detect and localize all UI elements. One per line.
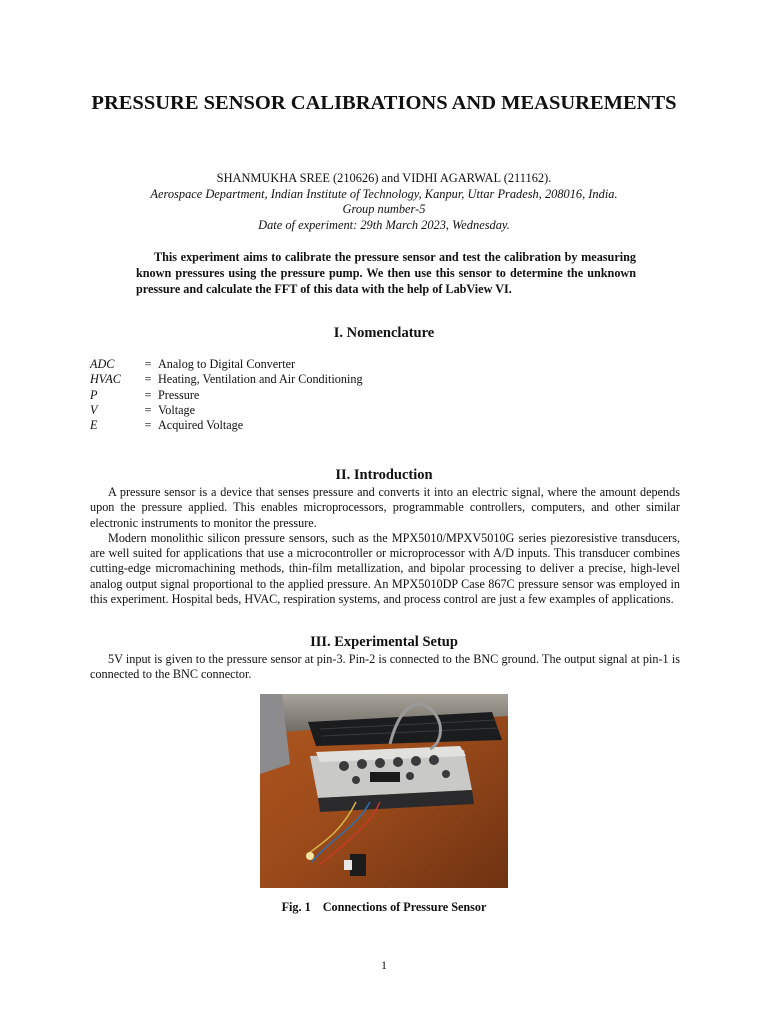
nomenclature-definition: Pressure (158, 387, 200, 402)
author-block (84, 171, 684, 233)
nomenclature-definition: Analog to Digital Converter (158, 357, 296, 371)
section-heading-experimental-setup: III. Experimental Setup (310, 634, 458, 650)
setup-photo (260, 694, 508, 888)
nomenclature-symbol: V (90, 402, 98, 417)
paragraph: A pressure sensor is a device that senses pressure and converts it into an electric signal, where the amount depends upon the pressure applied. This enables microprocessors, programmable controllers, computers, and other similar electronic instruments to monitor the pressure. (90, 485, 680, 530)
nomenclature-definition: Acquired Voltage (158, 418, 244, 433)
paper-title: PRESSURE SENSOR CALIBRATIONS AND MEASUREMENTS (91, 92, 677, 114)
nomenclature-equals: = (144, 418, 152, 433)
experiment-date: Date of experiment: 29th March 2023, Wednesday. (258, 217, 510, 232)
nomenclature-equals: = (144, 357, 152, 371)
nomenclature-list (90, 357, 363, 433)
section-heading-introduction: II. Introduction (335, 467, 433, 483)
paragraph: Modern monolithic silicon pressure sensors, such as the MPX5010/MPXV5010G series piezoresistive transducers, are well suited for applications that use a microcontroller or microprocessor with A/D inputs. This transducer combines cutting-edge micromachining methods, thin-film metallization, and bipolar processing to deliver a precise, high-level analog output signal proportional to the applied pressure. An MPX5010DP Case 867C pressure sensor was employed in this experiment. Hospital beds, HVAC, respiration systems, and process control are just a few examples of applications. (90, 530, 680, 607)
nomenclature-definition: Heating, Ventilation and Air Conditioning (158, 372, 363, 387)
figure-number: Fig. 1 (281, 900, 311, 914)
author-affiliation: Aerospace Department, Indian Institute of Technology, Kanpur, Uttar Pradesh, 208016, India. (150, 186, 618, 201)
paragraph: 5V input is given to the pressure sensor at pin-3. Pin-2 is connected to the BNC ground. The output signal at pin-1 is connected to the BNC connector. (90, 652, 680, 682)
nomenclature-row (90, 403, 363, 418)
author-names: SHANMUKHA SREE (210626) and VIDHI AGARWAL (211162). (216, 171, 552, 185)
nomenclature-row (90, 388, 363, 403)
figure-caption-text: Connections of Pressure Sensor (322, 900, 487, 914)
nomenclature-row (90, 372, 363, 387)
nomenclature-equals: = (144, 402, 152, 417)
nomenclature-symbol: HVAC (90, 372, 121, 387)
nomenclature-symbol: ADC (90, 357, 115, 371)
abstract: This experiment aims to calibrate the pressure sensor and test the calibration by measuring known pressures using the pressure pump. We then use this sensor to determine the unknown pressure and calculate the FFT of this data with the help of LabView VI. (136, 250, 636, 296)
page-number: 1 (381, 958, 387, 972)
nomenclature-symbol: P (90, 387, 98, 402)
nomenclature-row (90, 418, 363, 433)
nomenclature-equals: = (144, 387, 152, 402)
group-number: Group number-5 (342, 202, 426, 216)
nomenclature-symbol: E (90, 418, 98, 433)
nomenclature-row (90, 357, 363, 372)
figure-caption (84, 900, 684, 915)
nomenclature-definition: Voltage (158, 402, 196, 417)
introduction-body (90, 485, 680, 607)
section-heading-nomenclature: I. Nomenclature (333, 325, 435, 341)
nomenclature-equals: = (144, 372, 152, 387)
setup-body (90, 652, 680, 683)
